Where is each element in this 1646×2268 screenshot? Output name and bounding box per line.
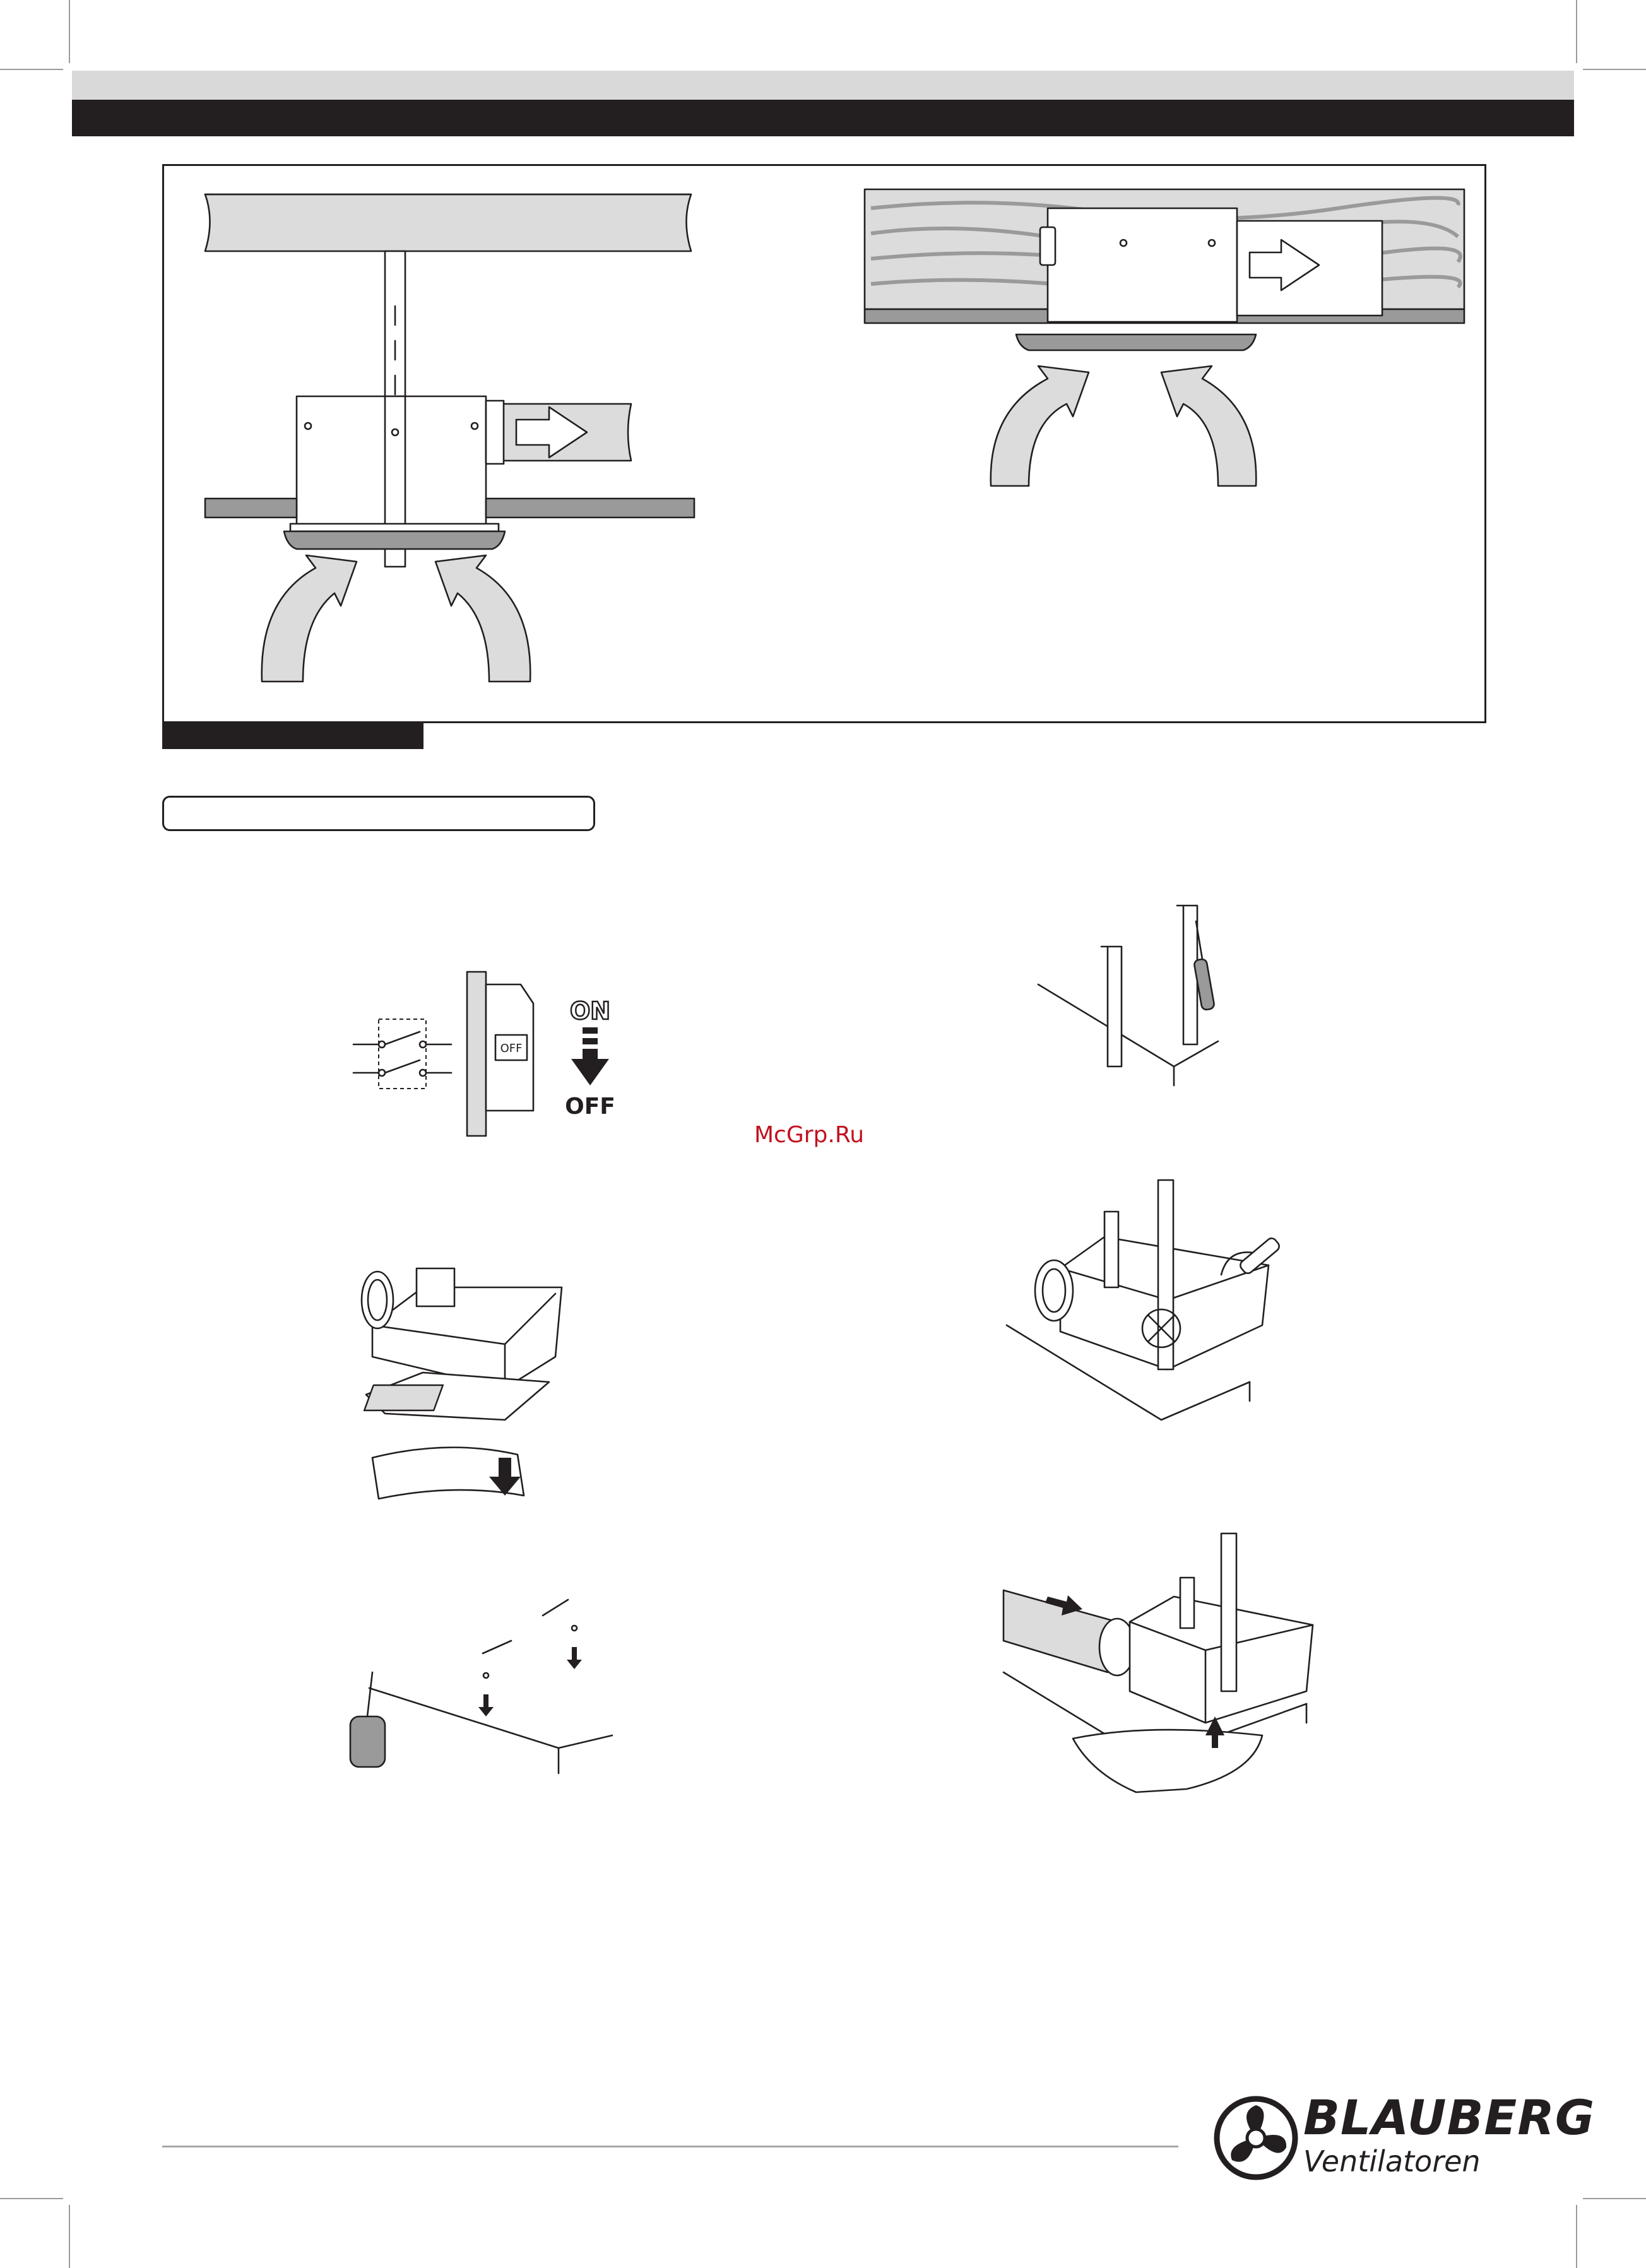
duct-connection-illustration (997, 1521, 1351, 1798)
suspended-mount-illustration (189, 183, 757, 726)
breaker-switch-label: OFF (500, 1042, 523, 1055)
grille-removal-illustration (347, 1249, 600, 1515)
brand-logo-icon (1212, 2094, 1300, 2182)
header-band-light (72, 71, 1574, 100)
brand-name: BLAUBERG (1303, 2089, 1596, 2146)
joist-mount-illustration (858, 183, 1477, 536)
section-heading-box (162, 796, 595, 831)
box-mounting-illustration (1004, 1174, 1332, 1451)
footer-rule (162, 2146, 1178, 2147)
brand-subtitle: Ventilatoren (1303, 2144, 1481, 2178)
drilling-illustration (341, 1590, 631, 1805)
watermark-text: McGrp.Ru (754, 1122, 865, 1148)
power-off-step-illustration (350, 953, 641, 1142)
header-band-dark (72, 100, 1574, 136)
bracket-marking-illustration (1029, 896, 1319, 1085)
off-label: OFF (565, 1094, 615, 1119)
on-label: ON (569, 997, 611, 1025)
